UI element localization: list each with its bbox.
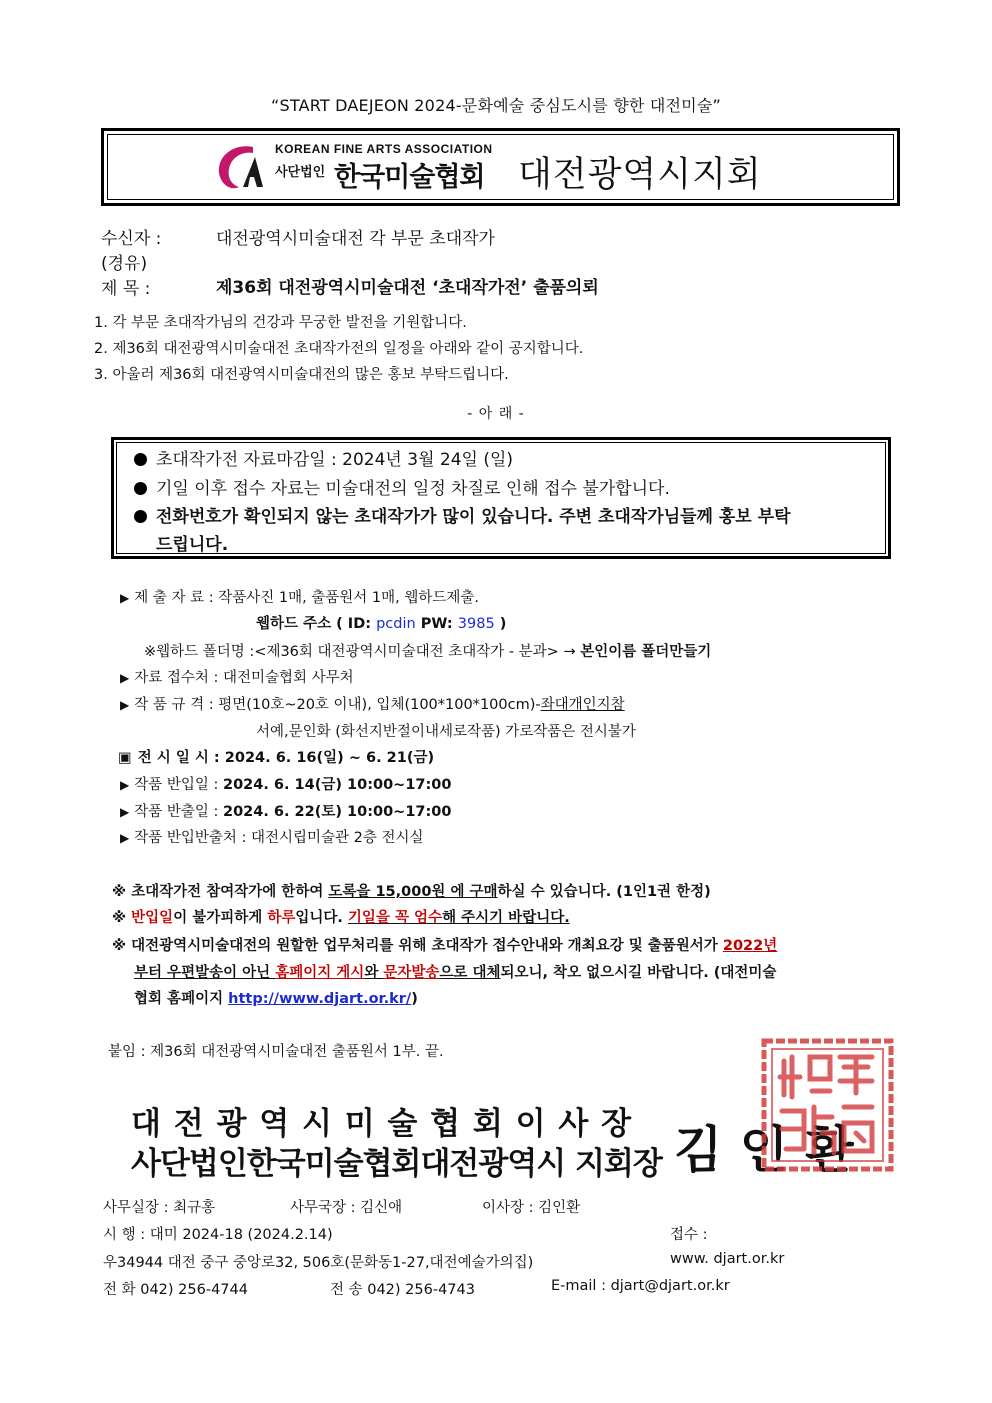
note-catalog: ※ 초대작가전 참여작가에 한하여 도록을 15,000원 에 구매하실 수 있습니다. (1인1권 한정) bbox=[112, 884, 711, 900]
triangle-bullet-icon: ▶ bbox=[120, 591, 130, 605]
note-delivery-day: ※ 반입일이 불가피하게 하루입니다. 기일을 꼭 엄수해 주시기 바랍니다. bbox=[112, 910, 570, 926]
return-date: ▶ 작품 반출일 : 2024. 6. 22(토) 10:00~17:00 bbox=[120, 804, 452, 820]
work-spec: ▶ 작 품 규 격 : 평면(10호~20호 이내), 입체(100*100*100cm)-좌대개인지참 bbox=[120, 697, 625, 713]
recipient-value: 대전광역시미술대전 각 부문 초대작가 bbox=[216, 229, 495, 249]
official-seal-icon bbox=[760, 1037, 895, 1173]
receipt-label: 접수 : bbox=[670, 1227, 708, 1243]
office-manager: 사무실장 : 최규홍 bbox=[103, 1200, 216, 1216]
triangle-bullet-icon: ▶ bbox=[120, 778, 130, 792]
website: www. djart.or.kr bbox=[670, 1251, 785, 1267]
signer-title-1: 대 전 광 역 시 미 술 협 회 이 사 장 bbox=[131, 1106, 633, 1142]
square-bullet-icon: ▣ bbox=[118, 750, 132, 766]
branch-name: 대전광역시지회 bbox=[518, 155, 762, 195]
subject-value: 제36회 대전광역시미술대전 ‘초대작가전’ 출품의뢰 bbox=[216, 278, 599, 298]
phone: 전 화 042) 256-4744 bbox=[103, 1282, 248, 1298]
bullet-icon bbox=[134, 510, 147, 523]
recipient-label: 수신자 : bbox=[101, 229, 162, 249]
delivery-place: ▶ 작품 반입반출처 : 대전시립미술관 2층 전시실 bbox=[120, 830, 424, 846]
work-spec-calligraphy: 서예,문인화 (화선지반절이내세로작품) 가로작품은 전시불가 bbox=[256, 724, 636, 740]
webhard-address: 웹하드 주소 ( ID: pcdin PW: 3985 ) bbox=[256, 616, 507, 632]
exhibition-period: ▣ 전 시 일 시 : 2024. 6. 16(일) ~ 6. 21(금) bbox=[118, 750, 435, 766]
subject-label: 제 목 : bbox=[101, 279, 151, 299]
notice-deadline: 초대작가전 자료마감일 : 2024년 3월 24일 (일) bbox=[134, 445, 513, 470]
email: E-mail : djart@djart.or.kr bbox=[551, 1278, 730, 1294]
note-homepage-line1: ※ 대전광역시미술대전의 원할한 업무처리를 위해 초대작가 접수안내와 개최요강 및 출품원서가 2022년 bbox=[112, 938, 778, 954]
letterhead bbox=[101, 128, 900, 206]
notice-phone-continued: 드립니다. bbox=[156, 535, 229, 555]
triangle-bullet-icon: ▶ bbox=[120, 831, 130, 845]
reception-place: ▶ 자료 접수처 : 대전미술협회 사무처 bbox=[120, 670, 354, 686]
list-item: 3. 아울러 제36회 대전광역시미술대전의 많은 홍보 부탁드립니다. bbox=[94, 367, 509, 383]
notice-late-submission: 기일 이후 접수 자료는 미술대전의 일정 차질로 인해 접수 불가합니다. bbox=[134, 474, 670, 499]
association-english-name: KOREAN FINE ARTS ASSOCIATION bbox=[275, 142, 493, 156]
note-homepage-line2: 부터 우편발송이 아닌 홈페이지 게시와 문자발송으로 대체되오니, 착오 없으시길 바랍니다. (대전미술 bbox=[134, 965, 777, 981]
bullet-icon bbox=[134, 453, 147, 466]
triangle-bullet-icon: ▶ bbox=[120, 698, 130, 712]
triangle-bullet-icon: ▶ bbox=[120, 805, 130, 819]
webhard-pw: 3985 bbox=[457, 616, 495, 632]
delivery-date: ▶ 작품 반입일 : 2024. 6. 14(금) 10:00~17:00 bbox=[120, 777, 452, 793]
list-item: 2. 제36회 대전광역시미술대전 초대작가전의 일정을 아래와 같이 공지합니다. bbox=[94, 341, 584, 357]
kfaa-logo-icon bbox=[213, 141, 269, 193]
chairman: 이사장 : 김인환 bbox=[482, 1200, 581, 1216]
attachment-line: 붙임 : 제36회 대전광역시미술대전 출품원서 1부. 끝. bbox=[108, 1044, 444, 1060]
notice-phone: 전화번호가 확인되지 않는 초대작가가 많이 있습니다. 주변 초대작가님들께 홍보 부탁 bbox=[134, 502, 791, 527]
section-heading: - 아 래 - bbox=[467, 406, 525, 422]
webhard-id: pcdin bbox=[376, 616, 416, 632]
document-number: 시 행 : 대미 2024-18 (2024.2.14) bbox=[103, 1227, 333, 1243]
secretary-general: 사무국장 : 김신애 bbox=[290, 1200, 403, 1216]
association-corporate-label: 사단법인 bbox=[275, 165, 326, 180]
signer-name: 김 인 환 bbox=[674, 1120, 854, 1179]
signer-title-2: 사단법인한국미술협회대전광역시 지회장 bbox=[131, 1146, 662, 1182]
via-label: (경유) bbox=[101, 254, 148, 274]
note-homepage-line3: 협회 홈페이지 http://www.djart.or.kr/) bbox=[134, 991, 418, 1007]
slogan: “START DAEJEON 2024-문화예술 중심도시를 향한 대전미술” bbox=[271, 96, 721, 115]
submit-materials: ▶ 제 출 자 료 : 작품사진 1매, 출품원서 1매, 웹하드제출. bbox=[120, 590, 480, 606]
homepage-link[interactable]: http://www.djart.or.kr/ bbox=[228, 991, 412, 1007]
notice-box bbox=[111, 437, 891, 559]
fax: 전 송 042) 256-4743 bbox=[330, 1282, 475, 1298]
address: 우34944 대전 중구 중앙로32, 506호(문화동1-27,대전예술가의집) bbox=[103, 1255, 534, 1271]
webhard-folder: ※웹하드 폴더명 :<제36회 대전광역시미술대전 초대작가 - 분과> → 본인이름 폴더만들기 bbox=[144, 644, 712, 660]
bullet-icon bbox=[134, 482, 147, 495]
association-korean-name: 한국미술협회 bbox=[334, 162, 485, 193]
triangle-bullet-icon: ▶ bbox=[120, 671, 130, 685]
list-item: 1. 각 부문 초대작가님의 건강과 무궁한 발전을 기원합니다. bbox=[94, 315, 467, 331]
